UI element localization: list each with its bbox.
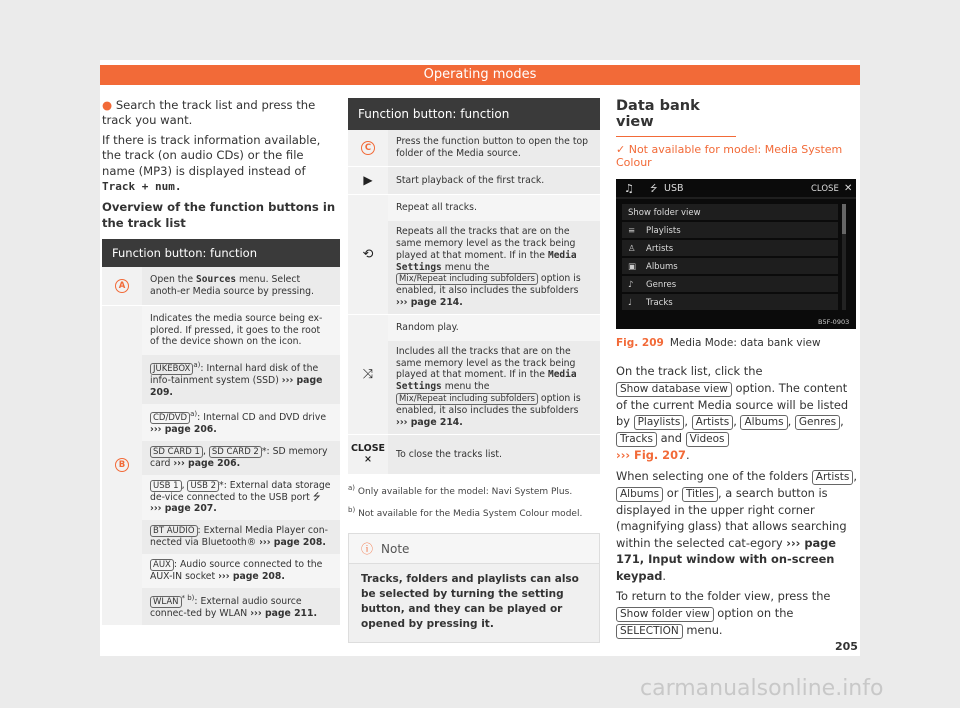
table-row: A Open the Sources menu. Select anoth-er Media source by pressing. bbox=[102, 267, 340, 306]
playlist-icon: ≡ bbox=[628, 226, 636, 236]
selection-button[interactable]: SELECTION bbox=[616, 624, 683, 639]
source-item: AUX : Audio source connected to the AUX-IN socket ››› page 208. bbox=[142, 554, 340, 588]
note-box: ⓘ Note Tracks, folders and playlists can also be selected by turning the setting button, and they can be played or opened by pressing it. bbox=[348, 533, 600, 643]
availability-note: ✓ Not available for model: Media System Colour bbox=[616, 143, 843, 169]
source-item: BT AUDIO : External Media Player con-nected via Bluetooth® ››› page 208. bbox=[142, 520, 340, 554]
function-table-left bbox=[102, 239, 340, 625]
track-icon: ♩ bbox=[628, 298, 633, 308]
column-right bbox=[616, 98, 860, 639]
table-row: ⟲ Repeat all tracks. Repeats all the tracks that are on the same memory level as the track being played at that moment. If in the Media Settings menu the Mix/Repeat including subfolders option is enabled, it also includes the subfolders ››› page 214. bbox=[348, 195, 600, 315]
screen-item: Tracks bbox=[646, 298, 673, 308]
figure-caption: Fig. 209 Media Mode: data bank view bbox=[616, 337, 821, 349]
table-row: ⤨ Random play. Includes all the tracks that are on the same memory level as the track being played at that moment. If in the Media Settings menu the Mix/Repeat including subfolders option is enabled, it also includes the subfolders ››› page 214. bbox=[348, 315, 600, 435]
bullet-paragraph: ● Search the track list and press the track you want. bbox=[102, 98, 316, 128]
table-row: C Press the function button to open the top folder of the Media source. bbox=[348, 130, 600, 167]
screen-source: USB bbox=[664, 183, 684, 194]
screen-drawing bbox=[616, 179, 856, 329]
show-folder-view-button[interactable]: Show folder view bbox=[616, 607, 714, 622]
paragraph-return: To return to the folder view, press the Show folder view option on the SELECTION menu. bbox=[616, 589, 831, 637]
source-item: JUKEBOX $^{a)}$: Internal hard disk of the info-tainment system (SSD) ››› page 209. bbox=[142, 355, 340, 404]
source-item: WLAN $^{* b)}$: External audio source connec-ted by WLAN ››› page 211. bbox=[142, 588, 340, 625]
show-database-view-button[interactable]: Show database view bbox=[616, 382, 732, 397]
table-row: ▶ Start playback of the first track. bbox=[348, 167, 600, 196]
source-item: SD CARD 1 , SD CARD 2 *: SD memory card ››› page 206. bbox=[142, 441, 340, 475]
footnotes: $^{a)}$ Only available for the model: Navi System Plus. $^{b)}$ Not available for the Media System Colour model. bbox=[348, 484, 583, 520]
close-icon: ✕ bbox=[844, 183, 853, 194]
usb-icon: ⭍ bbox=[650, 184, 658, 194]
bullet-icon: ● bbox=[102, 98, 113, 112]
section-title: Data bank view bbox=[616, 98, 736, 137]
overview-title: Overview of the function buttons in the track list bbox=[102, 200, 336, 230]
button-b-icon: B bbox=[115, 458, 129, 472]
screen-item: Playlists bbox=[646, 226, 681, 236]
music-note-icon: ♫ bbox=[624, 182, 634, 195]
check-icon: ✓ bbox=[616, 143, 626, 156]
source-item: CD/DVD $^{a)}$: Internal CD and DVD drive ››› page 206. bbox=[142, 404, 340, 441]
table-header: Function button: function bbox=[348, 98, 600, 130]
screen-item: Artists bbox=[646, 244, 674, 254]
page-number: 205 bbox=[835, 640, 858, 653]
button-a-icon: A bbox=[115, 279, 129, 293]
button-c-icon: C bbox=[361, 141, 375, 155]
paragraph-database: On the track list, click the Show database view option. The content of the current Media source will be listed by Playlists , Artists , Albums , Genres , Tracks and Videos ››› Fig. 207. bbox=[616, 364, 849, 462]
source-item: USB 1 , USB 2 *: External data storage de-vice connected to the USB port ⭍ ››› page 207. bbox=[142, 475, 340, 521]
paragraph-search: When selecting one of the folders Artists , Albums or Titles , a search button is displayed in the upper right corner (magnifying glass) that allows searching within the selected cat-egory ››› page 171, Input window with on-screen keypad. bbox=[616, 468, 857, 583]
screen-item: Albums bbox=[646, 262, 678, 272]
note-icon: ⓘ bbox=[361, 542, 374, 557]
screen-code: B5F-0903 bbox=[818, 318, 850, 326]
watermark: carmanualsonline.info bbox=[640, 676, 884, 701]
close-label: CLOSE bbox=[350, 443, 386, 455]
shuffle-icon: ⤨ bbox=[362, 366, 374, 382]
table-row: B Indicates the media source being ex-plored. If pressed, it goes to the root of the device shown on the icon. JUKEBOX $^{a)}$: Internal hard disk of the info-tainment system (SSD) ››› page 209. CD/DVD $^{a)}$: Internal CD and DVD drive ››› page 206. SD CARD 1 , SD CARD 2 *: SD memory card ››› page 206. USB 1 , USB 2 *: External data storage de-vice connected to the USB port ⭍ ››› page 207. BT AUDIO : External Media Player con-nected via Bluetooth® ››› page 208. AUX : Audio source connected to the AUX-IN socket ››› page 208. WLAN $^{* b)}$: External audio source connec-ted by WLAN ››› page 211. bbox=[102, 306, 340, 626]
close-icon: × bbox=[364, 454, 372, 466]
screen-item: Show folder view bbox=[628, 208, 701, 218]
album-icon: ▣ bbox=[628, 262, 637, 272]
screen-item: Genres bbox=[646, 280, 677, 290]
column-left bbox=[102, 98, 340, 626]
table-row: CLOSE × To close the tracks list. bbox=[348, 435, 600, 476]
genre-icon: ♪ bbox=[628, 280, 634, 290]
page-header: Operating modes bbox=[100, 65, 860, 85]
column-middle bbox=[348, 98, 600, 643]
table-header: Function button: function bbox=[102, 239, 340, 267]
repeat-icon: ⟲ bbox=[362, 247, 374, 263]
artist-icon: ♙ bbox=[628, 244, 636, 254]
track-info-paragraph: If there is track information available, the track (on audio CDs) or the file name (MP3) is displayed instead of Track + num. bbox=[102, 132, 321, 194]
play-icon: ▶ bbox=[363, 173, 373, 188]
screenshot-media-mode bbox=[616, 179, 856, 329]
screen-close: CLOSE bbox=[811, 184, 839, 194]
usb-icon: ⭍ bbox=[312, 491, 321, 503]
